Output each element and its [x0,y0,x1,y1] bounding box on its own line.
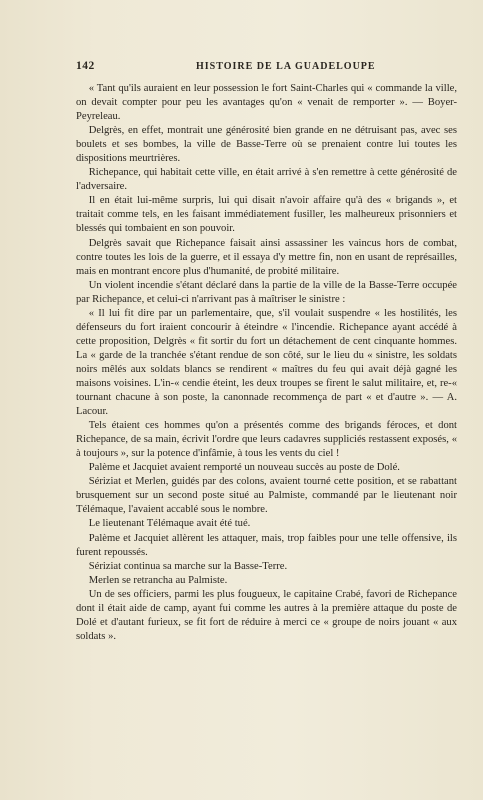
body-text [76,82,457,644]
paragraph: « Tant qu'ils auraient en leur possession le fort Saint-Charles qui « commande la ville, on devait compter pour peu les avantages qu'on « venait de remporter ». — Boyer-Peyreleau. [76,83,457,123]
paragraph: Il en était lui-même surpris, lui qui disait n'avoir affaire qu'à des « brigands », et traitait comme tels, en les faisant immédiatement fusiller, les malheureux prisonniers et blessés qui tombaient en son pouvoir. [76,195,457,235]
paragraph: Delgrès savait que Richepance faisait ainsi assassiner les vaincus hors de combat, contre toutes les lois de la guerre, et il essaya d'y mettre fin, non en usant de représailles, mais en montrant encore plus d'humanité, de probité militaire. [76,237,457,277]
paragraph: Merlen se retrancha au Palmiste. [88,574,228,586]
paragraph: Palème et Jacquiet avaient remporté un nouveau succès au poste de Dolé. [88,462,400,474]
page-header [76,60,457,72]
paragraph: Richepance, qui habitait cette ville, en était arrivé à s'en remettre à cette générosité de l'adversaire. [76,167,457,193]
paragraph: Sériziat continua sa marche sur la Basse-Terre. [88,560,288,572]
paragraph: Le lieutenant Télémaque avait été tué. [88,518,251,530]
paragraph: « Il lui fit dire par un parlementaire, que, s'il voulait suspendre « les hostilités, les défenseurs du fort iraient concourir à éteindre « l'incendie. Richepance ayant accédé à cette proposition, Delgrès « fit sortir du fort un détachement de cent cinquante hommes. La « garde de la tranchée s'étant rendue de son côté, sur le lieu du « sinistre, les soldats noirs mêlés aux soldats blancs se rendirent « maîtres du feu qui avait déjà gagné les maisons voisines. L'in-« cendie éteint, les deux troupes se firent le salut militaire, et, re-« tournant chacune à son poste, la canonnade recommença de part « et d'autre ». — A. Lacour. [76,307,457,418]
page-number: 142 [76,60,95,72]
paragraph: Tels étaient ces hommes qu'on a présentés comme des brigands féroces, et dont Richepance, de sa main, écrivit l'ordre que leurs cadavres suppliciés restassent exposés, « à toujours », sur la potence d'infâmie, à tous les vents du ciel ! [76,420,457,460]
running-title: HISTOIRE DE LA GUADELOUPE [196,61,376,72]
paragraph: Un violent incendie s'étant déclaré dans la partie de la ville de la Basse-Terre occupée par Richepance, et celui-ci n'arrivant pas à maîtriser le sinistre : [76,279,457,305]
paragraph: Palème et Jacquiet allèrent les attaquer, mais, trop faibles pour une telle offensive, ils furent repoussés. [76,532,457,558]
paragraph: Delgrès, en effet, montrait une générosité bien grande en ne détruisant pas, avec ses boulets et ses bombes, la ville de Basse-Terre où se prenaient contre lui toutes les dispositions meurtrières. [76,125,457,165]
paragraph: Un de ses officiers, parmi les plus fougueux, le capitaine Crabé, favori de Richepance dont il était aide de camp, ayant fui comme les autres à la première attaque du poste de Dolé et d'autant furieux, se fit fort de réduire à merci ce « groupe de noirs jouant « aux soldats ». [76,588,457,642]
paragraph: Sériziat et Merlen, guidés par des colons, avaient tourné cette position, et se rabattant brusquement sur un second poste situé au Palmiste, commandé par le lieutenant noir Télémaque, l'avaient accablé sous le nombre. [76,476,457,516]
